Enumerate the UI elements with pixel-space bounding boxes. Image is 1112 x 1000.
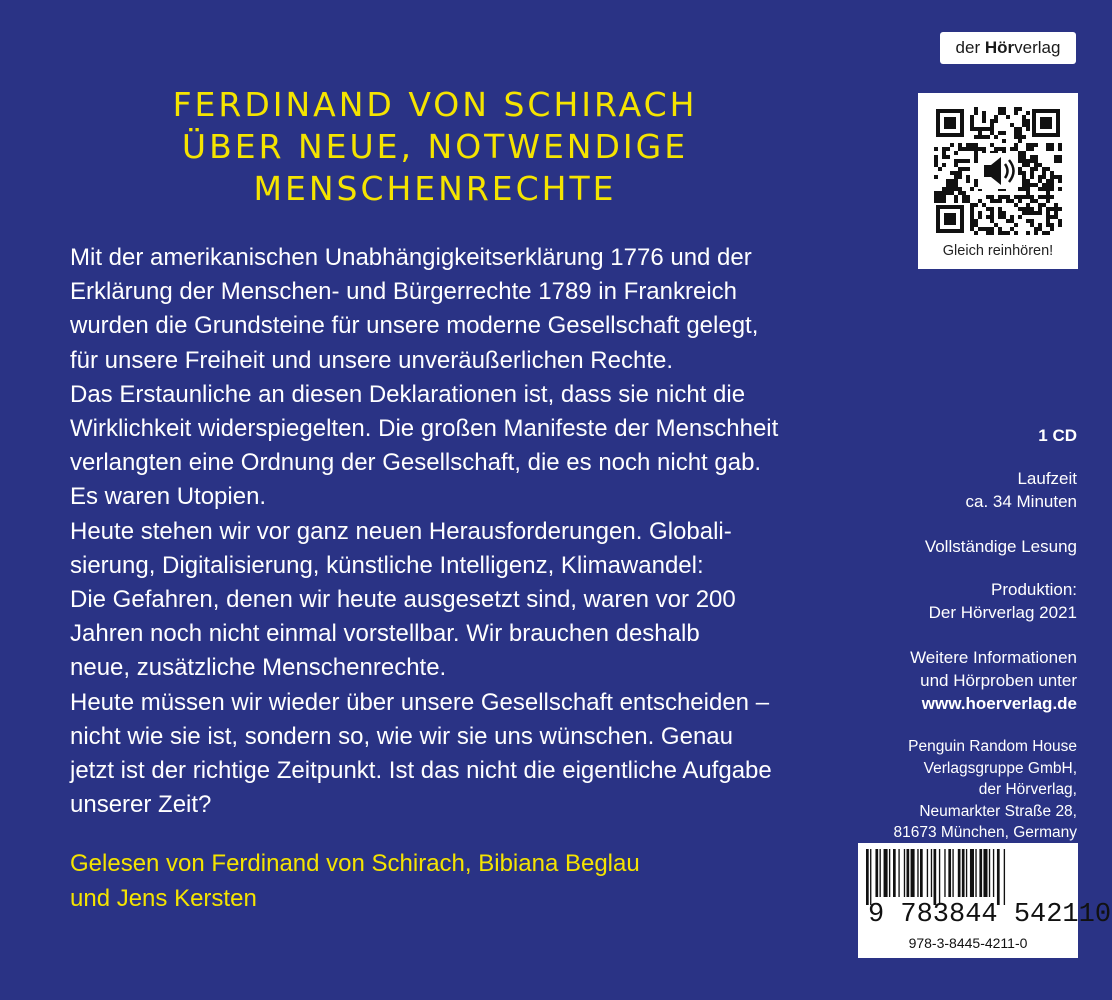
website-link[interactable]: www.hoerverlag.de (921, 694, 1077, 713)
address-line: der Hörverlag, (978, 781, 1077, 798)
body-line: nicht wie sie ist, sondern so, wie wir sie uns wünschen. Genau (70, 722, 733, 750)
body-line: Die Gefahren, denen wir heute ausgesetzt sind, waren vor 200 (70, 586, 736, 614)
body-line: Jahren noch nicht einmal vorstellbar. Wir brauchen deshalb (70, 620, 700, 648)
runtime-block (817, 467, 1077, 513)
body-line: Heute müssen wir wieder über unsere Gesellschaft entscheiden – (70, 688, 770, 716)
edition-label: Vollständige Lesung (924, 537, 1077, 556)
body-line: sierung, Digitalisierung, künstliche Intelligenz, Klimawandel: (70, 551, 704, 579)
qr-caption: Gleich reinhören! (942, 243, 1054, 259)
production-label: Produktion: (991, 580, 1077, 599)
barcode-bars (858, 843, 1112, 938)
logo-bold: Hör (984, 38, 1015, 57)
address-line: 81673 München, Germany (893, 824, 1077, 841)
more-info-line: Weitere Informationen (910, 648, 1077, 667)
speaker-icon (978, 153, 1018, 189)
body-line: für unsere Freiheit und unsere unveräußerlichen Rechte. (70, 346, 673, 374)
qr-code-box[interactable] (918, 93, 1078, 269)
publisher-logo (940, 32, 1076, 64)
more-info-line: und Hörproben unter (920, 671, 1077, 690)
readers-line: und Jens Kersten (70, 885, 257, 912)
body-line: neue, zusätzliche Menschenrechte. (70, 654, 447, 682)
book-title (70, 84, 800, 210)
body-line: Es waren Utopien. (70, 483, 267, 511)
body-line: Wirklichkeit widerspiegelten. Die großen Manifeste der Menschheit (70, 415, 779, 443)
body-line: Mit der amerikanischen Unabhängigkeitserklärung 1776 und der (70, 244, 752, 271)
publisher-address (817, 736, 1077, 844)
runtime-label: Laufzeit (1017, 469, 1077, 488)
title-line: ÜBER NEUE, NOTWENDIGE (181, 127, 689, 166)
more-info-block (817, 646, 1077, 715)
isbn-number: 978-3-8445-4211-0 (908, 935, 1028, 951)
title-line: FERDINAND VON SCHIRACH (172, 85, 698, 124)
title-line: MENSCHENRECHTE (253, 169, 617, 208)
body-line: Erklärung der Menschen- und Bürgerrechte 1789 in Frankreich (70, 278, 738, 306)
body-line: jetzt ist der richtige Zeitpunkt. Ist das nicht die eigentliche Aufgabe (70, 757, 772, 785)
address-line: Penguin Random House (908, 738, 1077, 755)
body-line: Das Erstaunliche an diesen Deklarationen ist, dass sie nicht die (70, 380, 746, 408)
body-line: unserer Zeit? (70, 791, 212, 819)
readers-line: Gelesen von Ferdinand von Schirach, Bibiana Beglau (70, 850, 640, 877)
barcode-digits: 9 783844 542110 (868, 900, 1112, 930)
address-line: Verlagsgruppe GmbH, (923, 759, 1077, 777)
description-text (70, 241, 810, 822)
logo-prefix: der (955, 38, 985, 57)
format-label: 1 CD (1038, 426, 1077, 445)
body-line: Heute stehen wir vor ganz neuen Herausforderungen. Globali- (70, 517, 732, 545)
runtime-value: ca. 34 Minuten (965, 492, 1077, 511)
qr-code (934, 107, 1062, 235)
address-line: Neumarkter Straße 28, (919, 802, 1077, 820)
body-line: wurden die Grundsteine für unsere moderne Gesellschaft gelegt, (70, 312, 759, 340)
production-value: Der Hörverlag 2021 (928, 603, 1077, 622)
production-block (817, 578, 1077, 624)
logo-suffix: verlag (1014, 38, 1061, 57)
readers-credit (70, 846, 810, 916)
body-line: verlangten eine Ordnung der Gesellschaft, die es noch nicht gab. (70, 449, 762, 477)
